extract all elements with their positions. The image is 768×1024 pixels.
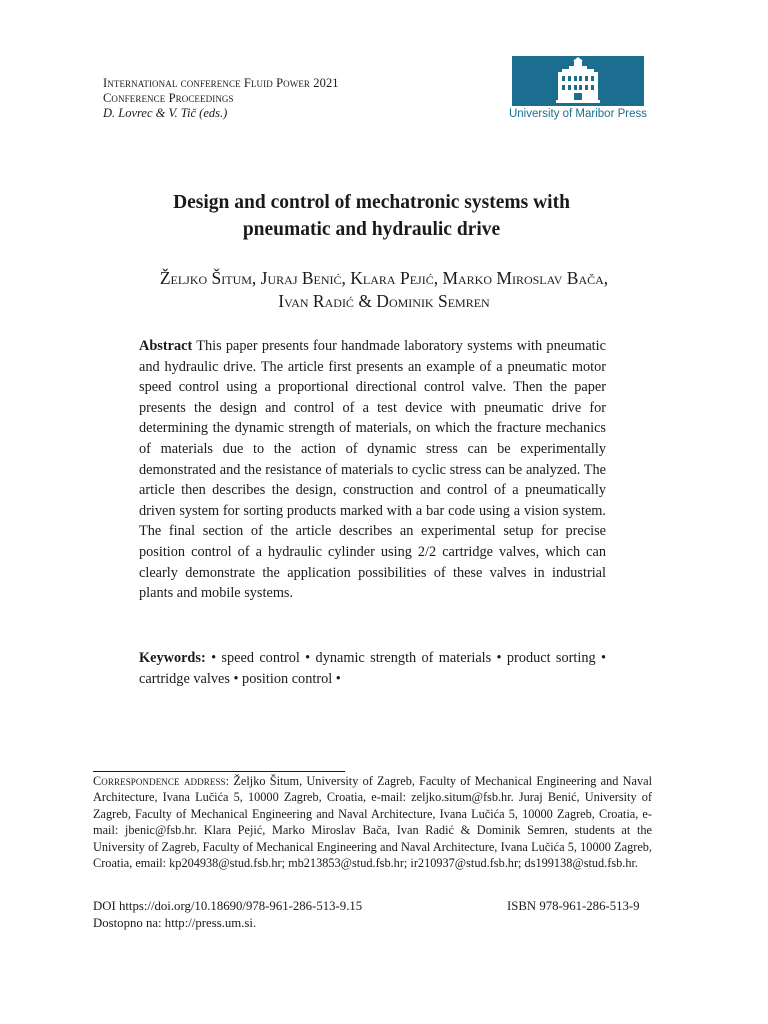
abstract-text: This paper presents four handmade laboratory systems with pneumatic and hydraulic drive. The article first presents an example of a pneumatic motor speed control using a proportional directional control valve. Then the paper presents the design and control of a test device with pneumatic drive for determining the dynamic strength of materials, on which the fracture mechanics of materials due to the action of dynamic stress can be experimentally demonstrated and the resistance of materials to cyclic stress can be analyzed. The article then describes the design, construction and control of a pneumatically driven system for sorting products marked with a bar code using a vision system. The final section of the article describes an experimental setup for precise position control of a hydraulic cylinder using 2/2 cartridge valves, which can clearly demonstrate the application possibilities of these valves in industrial plants and mobile systems. bbox=[139, 338, 606, 602]
isbn: ISBN 978-961-286-513-9 bbox=[507, 899, 640, 913]
doi: DOI https://doi.org/10.18690/978-961-286-513-9.15 bbox=[93, 899, 363, 913]
conference-name: International conference Fluid Power 2021 bbox=[103, 76, 339, 90]
correspondence-address bbox=[93, 773, 652, 871]
conference-proceedings: Conference Proceedings bbox=[103, 91, 234, 105]
authors bbox=[100, 267, 668, 313]
abstract-label: Abstract bbox=[139, 338, 193, 354]
editors: D. Lovrec & V. Tič (eds.) bbox=[103, 106, 228, 120]
building-icon bbox=[512, 56, 644, 106]
keywords-text: • speed control • dynamic strength of materials • product sorting • cartridge valves • position control • bbox=[139, 650, 606, 687]
authors-line-2: Ivan Radić & Dominik Semren bbox=[278, 291, 490, 311]
correspondence-label: Correspondence address: bbox=[93, 774, 230, 788]
title-line-1: Design and control of mechatronic systems with bbox=[173, 192, 570, 213]
conference-header bbox=[103, 76, 339, 121]
correspondence-text: Željko Šitum, University of Zagreb, Faculty of Mechanical Engineering and Naval Architecture, Ivana Lučića 5, 10000 Zagreb, Croatia, e-mail: zeljko.situm@fsb.hr. Juraj Benić, University of Zagreb, Faculty of Mechanical Engineering and Naval Architecture, Ivana Lučića 5, 10000 Zagreb, Croatia, e-mail: jbenic@fsb.hr. Klara Pejić, Marko Miroslav Bača, Ivan Radić & Dominik Semren, students at the University of Zagreb, Faculty of Mechanical Engineering and Naval Architecture, Ivana Lučića 5, 10000 Zagreb, Croatia, email: kp204938@stud.fsb.hr; mb213853@stud.fsb.hr; ir210937@stud.fsb.hr; ds199138@stud.fsb.hr. bbox=[93, 774, 653, 871]
keywords bbox=[139, 648, 606, 689]
university-press-logo bbox=[508, 56, 648, 126]
title-line-2: pneumatic and hydraulic drive bbox=[242, 219, 501, 240]
logo-mark bbox=[512, 56, 644, 106]
availability-link: Dostopno na: http://press.um.si. bbox=[93, 916, 257, 930]
logo-text: University of Maribor Press bbox=[508, 108, 648, 120]
paper-title bbox=[100, 189, 643, 243]
abstract bbox=[139, 336, 606, 604]
keywords-label: Keywords: bbox=[139, 650, 206, 666]
authors-line-1: Željko Šitum, Juraj Benić, Klara Pejić, Marko Miroslav Bača, bbox=[159, 268, 609, 288]
footnote-divider bbox=[93, 771, 345, 772]
